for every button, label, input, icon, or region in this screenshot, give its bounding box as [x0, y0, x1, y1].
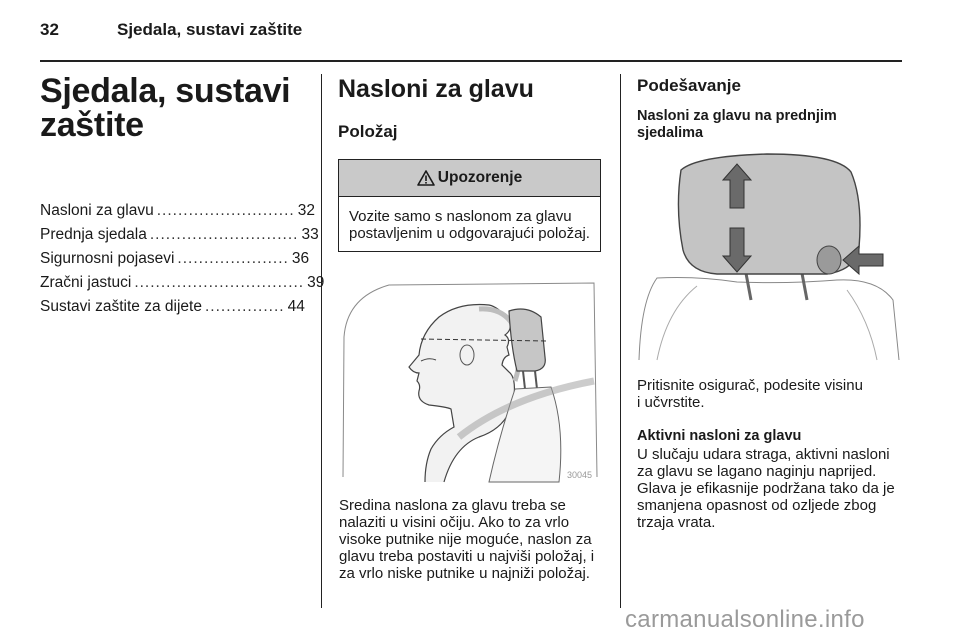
subsection-title: Položaj [338, 122, 398, 141]
adjustment-title: Podešavanje [637, 76, 741, 95]
page-number: 32 [40, 20, 59, 39]
toc-label: Nasloni za glavu [40, 202, 154, 219]
toc-page: 36 [291, 250, 310, 267]
toc-label: Sustavi zaštite za dijete [40, 298, 202, 315]
front-headrest-subtitle [637, 108, 902, 142]
running-header-title: Sjedala, sustavi zaštite [117, 20, 303, 39]
warning-box [338, 159, 601, 252]
toc-leader-dots: .......................... [156, 202, 295, 219]
column-divider-right [620, 74, 621, 608]
headrest-position-column [338, 74, 602, 252]
chapter-title [40, 74, 304, 142]
warning-triangle-icon [417, 170, 435, 186]
toc-label: Prednja sjedala [40, 226, 147, 243]
toc-leader-dots: ............... [204, 298, 285, 315]
figure-label: 30045 [567, 470, 593, 480]
watermark: carmanualsonline.info [625, 606, 865, 633]
front-headrest-subtitle-line-1: Nasloni za glavu na prednjim [637, 108, 837, 124]
warning-title: Upozorenje [437, 169, 523, 186]
toc-page: 32 [297, 202, 315, 219]
toc-entry-zracni-jastuci[interactable] [40, 274, 325, 298]
table-of-contents [40, 202, 325, 322]
headrest-adjust-column [637, 74, 902, 142]
headrest-position-illustration [339, 277, 602, 484]
adjust-instructions-line-2: i učvrstite. [637, 394, 705, 411]
toc-entry-zastita-djece[interactable] [40, 298, 304, 322]
active-headrest-text: U slučaju udara straga, aktivni nasloni za glavu se lagano naginju naprijed. Glava je efikasnije podržana tako da je smanjena opasnost od ozljede zbog trzaja vrata. [637, 446, 895, 531]
chapter-title-line-1: Sjedala, sustavi [40, 72, 291, 110]
warning-text: Vozite samo s naslonom za glavu postavljenim u odgovarajući položaj. [349, 208, 590, 242]
toc-entry-prednja-sjedala[interactable] [40, 226, 319, 250]
active-headrest-subtitle: Aktivni nasloni za glavu [637, 428, 802, 444]
toc-entry-nasloni[interactable] [40, 202, 315, 226]
toc-leader-dots: ..................... [177, 250, 289, 267]
section-title: Nasloni za glavu [338, 75, 534, 103]
column-divider-left [321, 74, 322, 608]
adjust-instructions-line-1: Pritisnite osigurač, podesite visinu [637, 377, 863, 394]
chapter-title-line-2: zaštite [40, 106, 144, 144]
toc-page: 33 [301, 226, 319, 243]
toc-page: 44 [287, 298, 305, 315]
toc-label: Zračni jastuci [40, 274, 132, 291]
position-instructions: Sredina naslona za glavu treba se nalaziti u visini očiju. Ako to za vrlo visoke putnike nije moguće, naslon za glavu treba postaviti u najviši položaj, i za vrlo niske putnike u najniži položaj. [339, 497, 595, 582]
toc-page: 39 [307, 274, 325, 291]
toc-label: Sigurnosni pojasevi [40, 250, 175, 267]
headrest-adjustment-illustration [637, 150, 901, 362]
chapter-column [40, 72, 325, 322]
toc-entry-pojasevi[interactable] [40, 250, 310, 274]
toc-leader-dots: ................................ [134, 274, 305, 291]
header-rule [40, 60, 902, 62]
front-headrest-subtitle-line-2: sjedalima [637, 125, 704, 141]
toc-leader-dots: ............................ [149, 226, 299, 243]
adjust-instructions [637, 377, 902, 411]
warning-header [339, 160, 600, 197]
